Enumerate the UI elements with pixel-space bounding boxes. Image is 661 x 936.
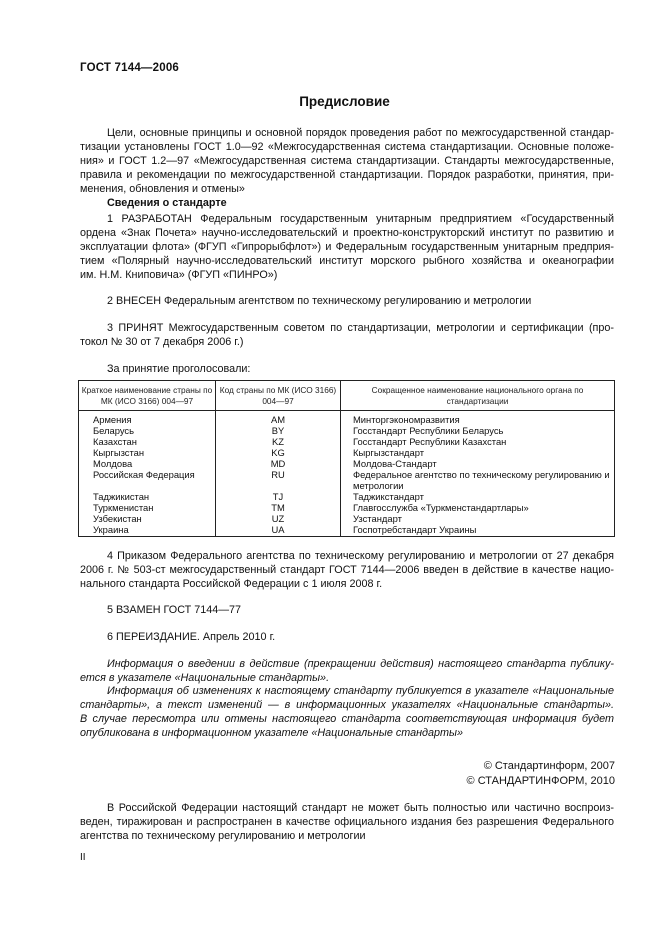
text-line: токол № 30 от 7 декабря 2006 г.) [80, 336, 244, 348]
table-row [79, 425, 615, 436]
body-cell: Госстандарт Республики Беларусь [341, 425, 615, 436]
body-cell: Кыргызстандарт [341, 447, 615, 458]
country-cell: Молдова [79, 458, 216, 469]
text-line: веден, тиражирован и распространен в качестве официального издания без разрешения Федерального [80, 816, 614, 828]
subheading: Сведения о стандарте [107, 197, 227, 209]
text-line: ется в указателе «Национальные стандарты». [80, 672, 330, 684]
item-5-paragraph [80, 603, 614, 617]
text-line: ния» и ГОСТ 1.2—97 «Межгосударственная система стандартизации. Стандарты межгосударственные, [80, 155, 614, 167]
body-cell: Госстандарт Республики Казахстан [341, 436, 615, 447]
text-line: В случае пересмотра или отмены настоящего стандарта соответствующая информация будет [80, 713, 614, 725]
body-cell: Молдова-Стандарт [341, 458, 615, 469]
code-cell: TJ [216, 491, 341, 502]
voting-table [78, 380, 615, 537]
country-cell: Узбекистан [79, 513, 216, 524]
code-cell: UA [216, 524, 341, 537]
text-line: им. Н.М. Книповича» (ФГУП «ПИНРО») [80, 269, 278, 281]
page-title: Предисловие [299, 94, 390, 109]
table-row [79, 411, 615, 426]
country-cell: Кыргызстан [79, 447, 216, 458]
page-number: II [80, 852, 86, 863]
text-line: 1 РАЗРАБОТАН Федеральным государственным унитарным предприятием «Государственный [107, 213, 614, 225]
country-cell: Беларусь [79, 425, 216, 436]
text-line: стандарты», а текст изменений — в информационных указателях «Национальные стандарты». [80, 699, 614, 711]
code-cell: KZ [216, 436, 341, 447]
text-line: Информация о введении в действие (прекращении действия) настоящего стандарта публику- [107, 658, 614, 670]
table-row [79, 458, 615, 469]
document-code-header: ГОСТ 7144—2006 [80, 62, 180, 74]
country-cell: Российская Федерация [79, 469, 216, 491]
table-row [79, 524, 615, 537]
body-cell: Федеральное агентство по техническому регулированию и метрологии [341, 469, 615, 491]
info-paragraph-1 [80, 657, 614, 685]
table-row [79, 491, 615, 502]
col-header-country: Краткое наименование страны по МК (ИСО 3166) 004—97 [79, 381, 216, 411]
code-cell: MD [216, 458, 341, 469]
country-cell: Таджикистан [79, 491, 216, 502]
code-cell: BY [216, 425, 341, 436]
body-cell: Узстандарт [341, 513, 615, 524]
code-cell: KG [216, 447, 341, 458]
text-line: опубликована в информационном указателе «Национальные стандарты» [80, 727, 463, 739]
country-cell: Армения [79, 411, 216, 426]
text-line: 5 ВЗАМЕН ГОСТ 7144—77 [107, 604, 242, 616]
text-line: 6 ПЕРЕИЗДАНИЕ. Апрель 2010 г. [107, 631, 276, 643]
body-cell: Госпотребстандарт Украины [341, 524, 615, 537]
text-line: Цели, основные принципы и основной порядок проведения работ по межгосударственной стандар- [107, 127, 614, 139]
copyright-2010: © СТАНДАРТИНФОРМ, 2010 [466, 775, 615, 787]
text-line: правила и рекомендации по межгосударственной стандартизации. Порядок разработки, принятия, при- [80, 169, 614, 181]
text-line: 2006 г. № 503-ст межгосударственный стандарт ГОСТ 7144—2006 введен в действие в качестве нацио- [80, 564, 614, 576]
copyright-2007: © Стандартинформ, 2007 [483, 760, 615, 772]
country-cell: Туркменистан [79, 502, 216, 513]
col-header-body: Сокращенное наименование национального органа по стандартизации [341, 381, 615, 411]
table-row [79, 469, 615, 491]
table-row [79, 513, 615, 524]
text-line: Информация об изменениях к настоящему стандарту публикуется в указателе «Национальные [107, 685, 614, 697]
text-line: тизации установлены ГОСТ 1.0—92 «Межгосударственная система стандартизации. Основные положе- [80, 141, 614, 153]
body-cell: Минторгэкономразвития [341, 411, 615, 426]
text-line: ордена «Знак Почета» научно-исследовательский и проектно-конструкторский институт по развитию и [80, 227, 614, 239]
item-4-paragraph [80, 549, 614, 591]
body-cell: Таджикстандарт [341, 491, 615, 502]
col-header-code: Код страны по МК (ИСО 3166) 004—97 [216, 381, 341, 411]
table-row [79, 436, 615, 447]
text-line: 4 Приказом Федерального агентства по техническому регулированию и метрологии от 27 декабря [107, 550, 614, 562]
text-line: эксплуатации флота» (ФГУП «Гипрорыбфлот») и Федеральным государственным унитарным предприя- [80, 241, 614, 253]
table-row [79, 502, 615, 513]
info-paragraph-2 [80, 684, 614, 740]
text-line: тием «Полярный научно-исследовательский институт морского рыбного хозяйства и океанографии [80, 255, 614, 267]
text-line: нального стандарта Российской Федерации с 1 июля 2008 г. [80, 578, 383, 590]
code-cell: AM [216, 411, 341, 426]
text-line: За принятие проголосовали: [107, 363, 251, 375]
item-3-paragraph [80, 321, 614, 349]
vote-caption [80, 362, 614, 376]
text-line: 2 ВНЕСЕН Федеральным агентством по техническому регулированию и метрологии [107, 295, 532, 307]
code-cell: TM [216, 502, 341, 513]
text-line: менения, обновления и отмены» [80, 183, 245, 195]
item-6-paragraph [80, 630, 614, 644]
text-line: 3 ПРИНЯТ Межгосударственным советом по стандартизации, метрологии и сертификации (про- [107, 322, 614, 334]
body-cell: Главгосслужба «Туркменстандартлары» [341, 502, 615, 513]
code-cell: UZ [216, 513, 341, 524]
country-cell: Украина [79, 524, 216, 537]
reproduction-notice [80, 801, 614, 843]
item-2-paragraph [80, 294, 614, 308]
intro-paragraph [80, 126, 614, 196]
code-cell: RU [216, 469, 341, 491]
item-1-paragraph [80, 212, 614, 282]
table-row [79, 447, 615, 458]
text-line: агентства по техническому регулированию и метрологии [80, 830, 366, 842]
country-cell: Казахстан [79, 436, 216, 447]
text-line: В Российской Федерации настоящий стандарт не может быть полностью или частично воспроиз- [107, 802, 614, 814]
